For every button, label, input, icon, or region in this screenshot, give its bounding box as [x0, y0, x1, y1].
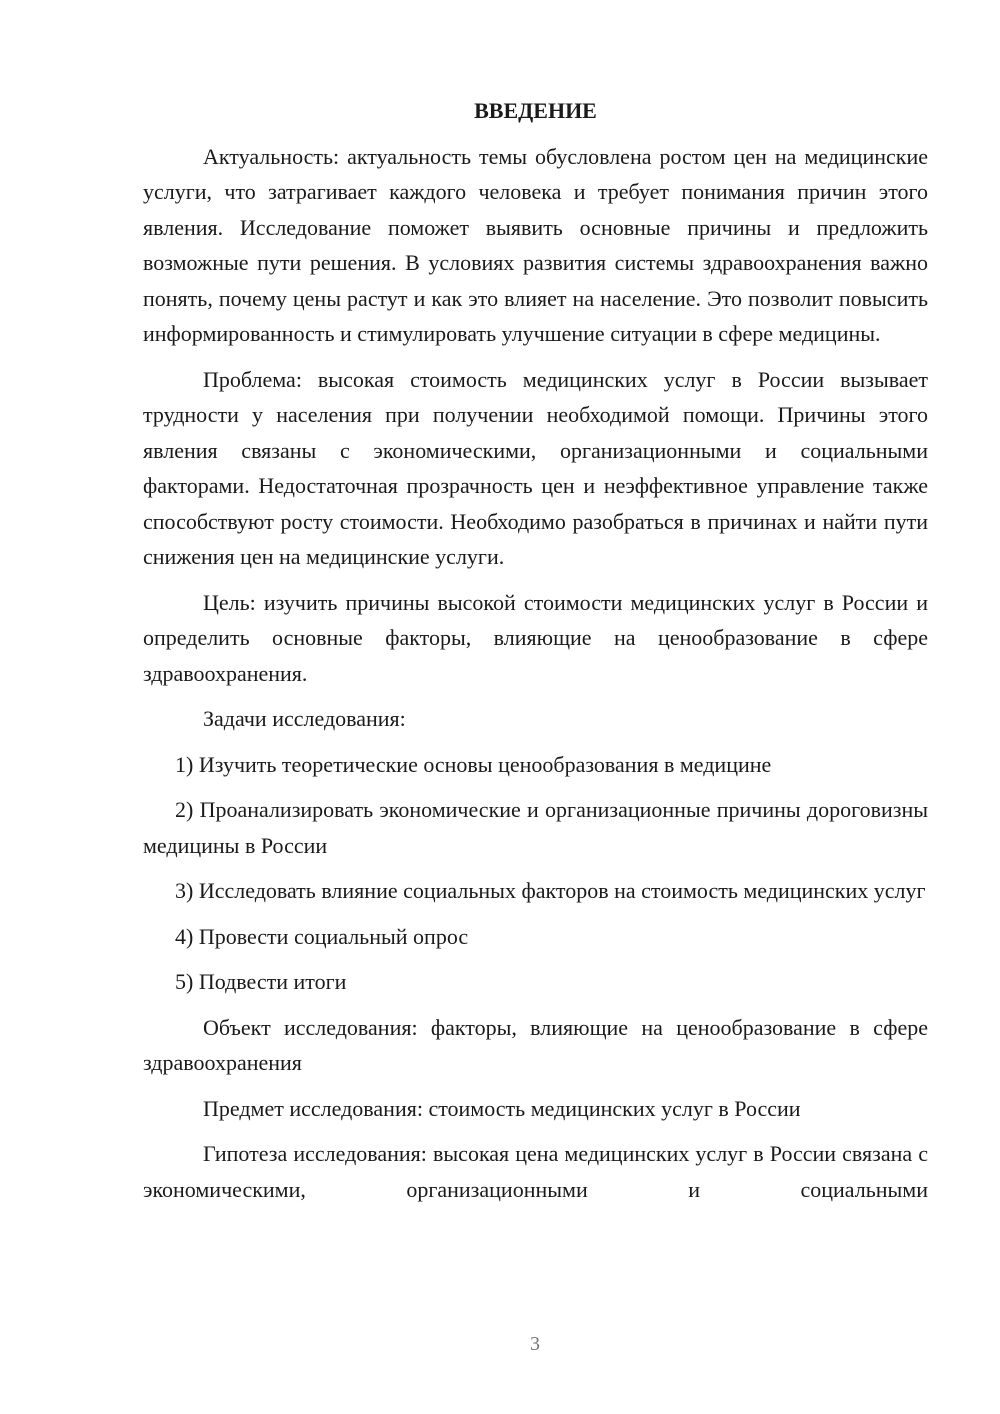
page-number: 3: [530, 1333, 540, 1355]
relevance-paragraph: Актуальность: актуальность темы обусловлена ростом цен на медицинские услуги, что затрагивает каждого человека и требует понимания причин этого явления. Исследование поможет выявить основные причины и предложить возможные пути решения. В условиях развития системы здравоохранения важно понять, почему цены растут и как это влияет на население. Это позволит повысить информированность и стимулировать улучшение ситуации в сфере медицины.: [143, 143, 928, 346]
task-item-2: 2) Проанализировать экономические и организационные причины дороговизны медицины в России: [143, 797, 928, 858]
tasks-heading: Задачи исследования:: [203, 706, 406, 731]
goal-paragraph: Цель: изучить причины высокой стоимости медицинских услуг в России и определить основные факторы, влияющие на ценообразование в сфере здравоохранения.: [143, 589, 928, 686]
section-heading: ВВЕДЕНИЕ: [474, 98, 597, 123]
hypothesis-paragraph: Гипотеза исследования: высокая цена медицинских услуг в России связана с экономическими, организационными и социальными: [143, 1141, 928, 1202]
object-paragraph: Объект исследования: факторы, влияющие на ценообразование в сфере здравоохранения: [143, 1014, 928, 1075]
task-item-3: 3) Исследовать влияние социальных факторов на стоимость медицинских услуг: [175, 878, 926, 903]
task-item-5: 5) Подвести итоги: [175, 969, 347, 994]
problem-paragraph: Проблема: высокая стоимость медицинских услуг в России вызывает трудности у населения при получении необходимой помощи. Причины этого явления связаны с экономическими, организационными и социальными факторами. Недостаточная прозрачность цен и неэффективное управление также способствуют росту стоимости. Необходимо разобраться в причинах и найти пути снижения цен на медицинские услуги.: [143, 366, 928, 569]
task-item-1: 1) Изучить теоретические основы ценообразования в медицине: [175, 751, 772, 777]
task-item-4: 4) Провести социальный опрос: [175, 923, 469, 949]
page-content: [143, 93, 928, 1217]
subject-paragraph: Предмет исследования: стоимость медицинских услуг в России: [203, 1095, 801, 1121]
